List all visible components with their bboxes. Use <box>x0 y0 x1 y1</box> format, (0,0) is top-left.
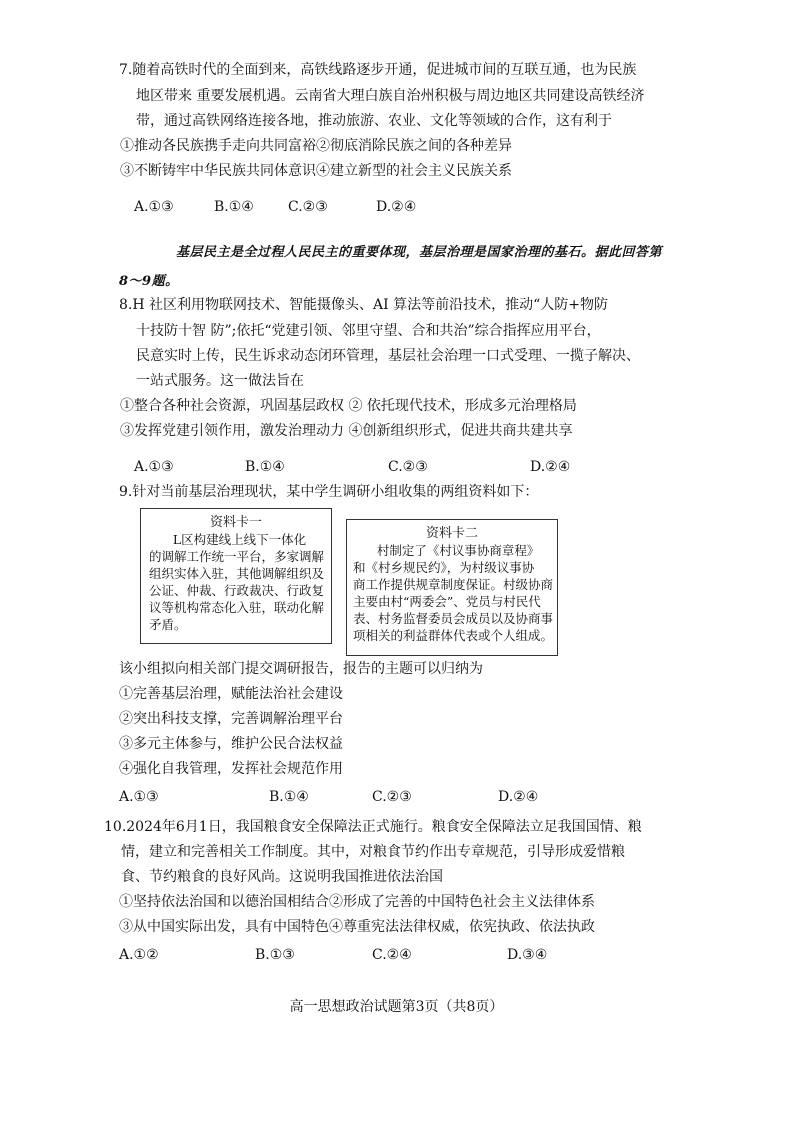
q7-choice-a[interactable]: A.①③ <box>134 199 174 215</box>
q10-choice-a[interactable]: A.①② <box>119 947 159 963</box>
q9-item-1: ①完善基层治理，赋能法治社会建设 <box>119 686 343 702</box>
q10-item-line-2: ③从中国实际出发，具有中国特色④尊重宪法法律权威，依宪执政、依法执政 <box>119 919 595 935</box>
card-2-title: 资料卡二 <box>425 526 478 541</box>
card-1-line: 组织实体入驻，其他调解组织及 <box>149 566 325 581</box>
material-card-2 <box>346 519 558 656</box>
q7-item-line-1: ①推动各民族携手走向共同富裕②彻底消除民族之间的各种差异 <box>120 138 512 154</box>
card-1-title: 资料卡一 <box>209 515 262 530</box>
intro-line-1: 基层民主是全过程人民民主的重要体现，基层治理是国家治理的基石。据此回答第 <box>176 245 663 260</box>
q10-choice-d[interactable]: D.③④ <box>507 947 548 963</box>
q9-item-4: ④强化自我管理，发挥社会规范作用 <box>119 761 343 777</box>
card-1-line: 矛盾。 <box>149 617 187 632</box>
q8-item-line-2: ③发挥党建引领作用，激发治理动力 ④创新组织形式，促进共商共建共享 <box>120 423 573 439</box>
page-footer: 高一思想政治试题第3页（共8页） <box>289 999 504 1015</box>
card-2-line: 商工作提供规章制度保证。村级协商 <box>353 577 554 592</box>
q7-choice-b[interactable]: B.①④ <box>214 199 254 215</box>
q9-item-2: ②突出科技支撑，完善调解治理平台 <box>119 711 343 727</box>
q9-stem: 9.针对当前基层治理现状，某中学生调研小组收集的两组资料如下： <box>119 484 539 500</box>
q10-item-line-1: ①坚持依法治国和以德治国相结合②形成了完善的中国特色社会主义法律体系 <box>119 894 595 910</box>
card-1-line: L区构建线上线下一体化 <box>149 532 307 547</box>
q8-item-line-1: ①整合各种社会资源，巩固基层政权 ② 依托现代技术，形成多元治理格局 <box>120 398 577 414</box>
card-1-line: 公证、仲裁、行政裁决、行政复 <box>149 583 325 598</box>
card-1-line: 的调解工作统一平台，多家调解 <box>149 549 325 564</box>
q7-item-line-2: ③不断铸牢中华民族共同体意识④建立新型的社会主义民族关系 <box>120 163 512 179</box>
q10-choice-b[interactable]: B.①③ <box>255 947 295 963</box>
q9-question: 该小组拟向相关部门提交调研报告，报告的主题可以归纳为 <box>119 661 483 677</box>
q9-choice-c[interactable]: C.②③ <box>372 789 412 805</box>
q10-stem-line-2: 情，建立和完善相关工作制度。其中，对粮食节约作出专章规范，引导形成爱惜粮 <box>121 844 625 860</box>
q8-choice-c[interactable]: C.②③ <box>388 459 428 475</box>
card-1-line: 议等机构常态化入驻，联动化解 <box>149 600 325 615</box>
q8-stem-line-4: 一站式服务。这一做法旨在 <box>136 373 304 389</box>
card-2-line: 项相关的利益群体代表或个人组成。 <box>353 628 554 643</box>
q10-stem-line-1: 10.2024年6月1日，我国粮食安全保障法正式施行。粮食安全保障法立足我国国情、粮 <box>104 819 642 835</box>
q9-choice-a[interactable]: A.①③ <box>119 789 159 805</box>
q7-choice-d[interactable]: D.②④ <box>376 199 417 215</box>
q8-choice-d[interactable]: D.②④ <box>530 459 571 475</box>
q9-choice-d[interactable]: D.②④ <box>498 789 539 805</box>
q7-stem-line-1: 7.随着高铁时代的全面到来，高铁线路逐步开通，促进城市间的互联互通，也为民族 <box>119 62 637 78</box>
q8-choice-b[interactable]: B.①④ <box>245 459 285 475</box>
card-2-line: 主要由村“两委会”、党员与村民代 <box>353 594 541 609</box>
q8-choice-a[interactable]: A.①③ <box>134 459 174 475</box>
q8-stem-line-3: 民意实时上传，民生诉求动态闭环管理，基层社会治理一口式受理、一揽子解决、 <box>136 348 640 364</box>
q10-choice-c[interactable]: C.②④ <box>372 947 412 963</box>
q7-stem-line-2: 地区带来 重要发展机遇。云南省大理白族自治州积极与周边地区共同建设高铁经济 <box>136 88 645 104</box>
q8-stem-line-1: 8.H 社区利用物联网技术、智能摄像头、AI 算法等前沿技术，推动“人防+物防 <box>119 297 608 313</box>
card-2-line: 村制定了《村议事协商章程》 <box>353 543 540 558</box>
q7-stem-line-3: 带，通过高铁网络连接各地，推动旅游、农业、文化等领域的合作，这有利于 <box>136 113 612 129</box>
q8-stem-line-2: 十技防十智 防”;依托“党建引领、邻里守望、合和共治”综合指挥应用平台， <box>136 323 601 339</box>
q7-choice-c[interactable]: C.②③ <box>288 199 328 215</box>
q9-item-3: ③多元主体参与，维护公民合法权益 <box>119 736 343 752</box>
q10-stem-line-3: 食、节约粮食的良好风尚。这说明我国推进依法治国 <box>121 869 443 885</box>
q9-choice-b[interactable]: B.①④ <box>269 789 309 805</box>
intro-line-2: 8～9题。 <box>119 274 179 289</box>
card-2-line: 和《村乡规民约》，为村级议事协 <box>353 560 535 575</box>
material-card-1 <box>140 508 332 644</box>
card-2-line: 表、村务监督委员会成员以及协商事 <box>353 611 554 626</box>
